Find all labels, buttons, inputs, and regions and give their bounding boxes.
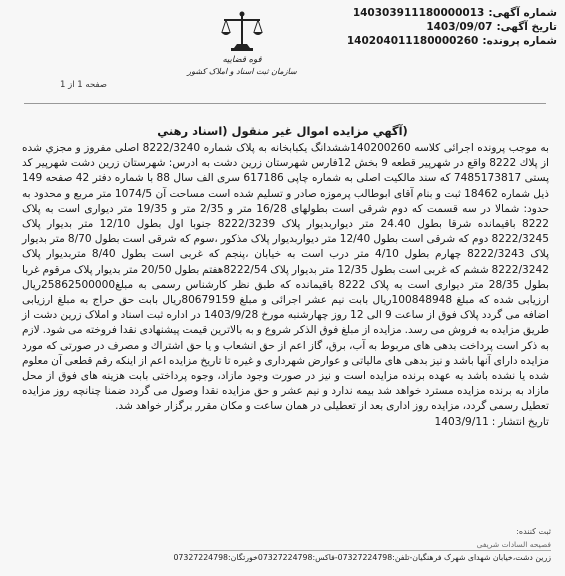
registrar-label: ثبت کننده: [516,527,551,536]
registrar-name: فصیحه السادات شریفی [476,540,551,549]
notice-body: به موجب پرونده اجرائی کلاسه 140200260ششدانگ یکبابخانه به پلاک شماره 8222/3240 اصلی مفروز و مجزي شده از پلاك 8222 واقع در شهرپیر قطعه 9 بخش 12فارس شهرستان زرین دشت به ادرس: شهرستان زرین دشت شهرپیر کد پستی 7485173817 که سند مالکیت اصلی به شماره چاپی 617186 سری الف سال 88 با شماره دفتر 42 صفحه 149 ذیل شماره 18462 ثبت و بنام آقای ابوطالب پرموزه صادر و تسلیم شده است مساحت آن 1074/5 متر مربع و محدود به حدود: شمالا در سه قسمت که دوم شرقی است بطولهای 16/28 متر و 2/35 متر و 19/35 متر دیواری است به پلاک 8222 باقیمانده شرقا بطول 24.40 متر دیواربدیوار پلاک 8222/3239 جنوبا اول بطول 12/10 متر بدیوار پلاک 8222/3245 دوم که شرقی است بطول 12/40 متر دیواربدیوار پلاک مذکور ،سوم که شرقی است بطول 8/70 متر بدیوار پلاک 8222/3243 چهارم بطول 4/10 متر درب است به خیابان ،پنجم که غربی است بطول 8/40 متربدیوار پلاک 8222/3242 ششم که غربی است بطول 12/35 متر بدیوار پلاک 8222/54هفتم بطول 20/50 متر بدیوار پلاک مرقوم غربا بطول 28/35 متر دیواری است به پلاک 8222 باقیمانده که طبق نظر کارشناس رسمی به مبلغ25862500000ریال ارزیابی شده که مبلغ 100848948ریال بابت نیم عشر اجرائی و مبلغ 80679159ریال بابت حق حراج به مبلغ ارزیابی اضافه می گردد پلاک فوق از ساعت 9 الی 12 روز چهارشنبه مورخ 1403/9/28 در اداره ثبت اسناد و املاک زرین دشت از طریق مزایده به فروش می رسد. مزایده از مبلغ فوق الذکر شروع و به بالاترین قیمت پیشنهادی نقدا فروخته می شود. لازم به ذکر است پرداخت بدهی های مربوط به آب، برق، گاز اعم از حق انشعاب و یا حق اشتراك و مصرف در صورتی که مورد مزایده دارای آنها باشد و نیز بدهی های مالیاتی و عوارض شهرداری و غیره تا تاریخ مزایده اعم از اینکه رقم قطعی آن معلوم شده یا نشده باشد به عهده برنده مزایده است و نیز در صورت وجود مازاد، وجوه پرداختی بابت هزینه های فوق از محل مازاد به برنده مزایده مسترد خواهد شد بیمه ندارد و نیم عشر و حق مزایده نقدا وصول می گردد ضمنا چنانچه روز مزایده تعطیل رسمی گردد، مزایده روز اداری بعد از تعطیلی در همان ساعت و مکان مقرر برگزار خواهد شد. [21,142,550,413]
ad-date-label: تاریخ آگهی: [496,21,557,33]
page-indicator: صفحه 1 از 1 [60,80,107,90]
case-number-row [307,34,557,48]
judiciary-logo [182,10,302,94]
notice-body-block [22,141,549,430]
office-address: زرین دشت،خیابان شهدای شهرک فرهنگیان-تلفن:07327224798-فاکس:07327224798خورتگان:07327224798 [173,553,551,562]
notice-title: (آگهي مزايده اموال غير منقول (اسناد رهني [157,124,408,138]
case-number: 140204011180000260 [346,35,479,47]
footer-divider [190,550,551,551]
ad-date-row [307,20,557,34]
ad-meta [307,6,557,48]
ad-number-row [307,6,557,20]
ad-number: 140303911180000013 [352,7,485,19]
logo-caption-top: قوه قضاییه [222,55,262,65]
ad-date: 1403/09/07 [426,21,493,33]
scales-of-justice-icon [219,10,265,54]
case-number-label: شماره پرونده: [482,35,557,47]
ad-number-label: شماره آگهی: [488,7,557,19]
publish-date-line [22,415,549,430]
header-divider [24,103,546,104]
logo-caption-bottom: سازمان ثبت اسناد و املاک کشور [187,67,297,76]
publish-date: 1403/9/11 [434,415,489,428]
publish-date-label: تاریخ انتشار : [491,415,549,428]
